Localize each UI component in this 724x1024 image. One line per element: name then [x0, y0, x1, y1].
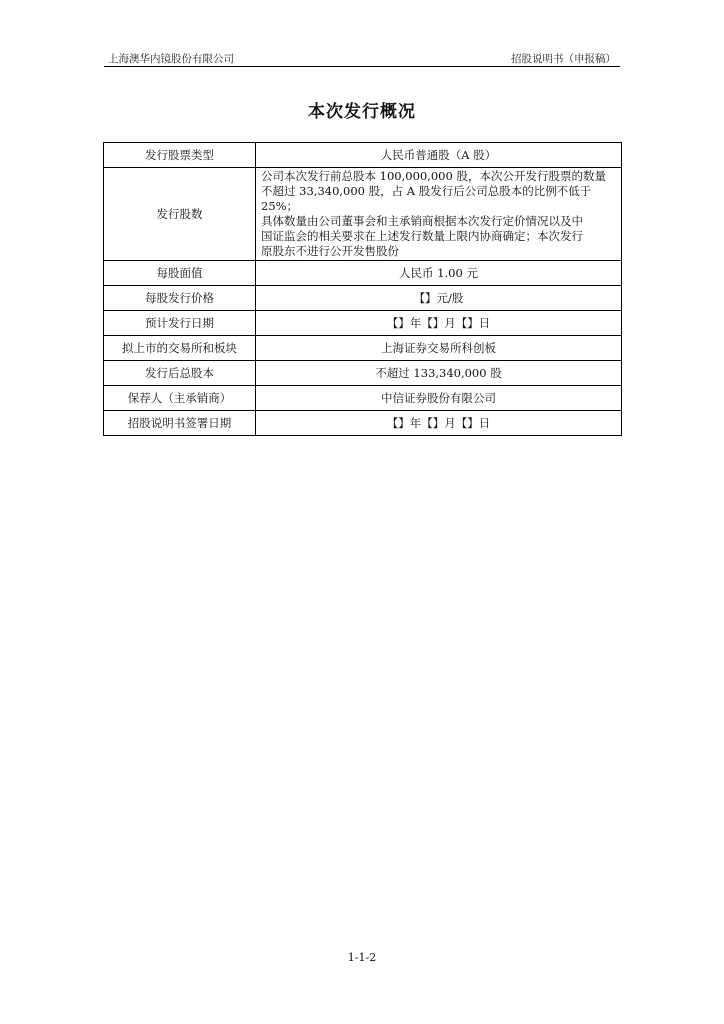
table-row-par-value	[104, 261, 622, 286]
row-label: 发行股票类型	[104, 143, 256, 168]
table-row-signing-date	[104, 411, 622, 436]
page-title: 本次发行概况	[308, 102, 416, 122]
row-value: 【】元/股	[256, 286, 622, 311]
row-value: 【】年【】月【】日	[256, 311, 622, 336]
value-line: 国证监会的相关要求在上述发行数量上限内协商确定；本次发行	[261, 229, 583, 243]
row-label: 每股面值	[104, 261, 256, 286]
row-value: 中信证券股份有限公司	[256, 386, 622, 411]
header-document-type: 招股说明书（申报稿）	[511, 53, 616, 65]
page-number: 1-1-2	[347, 951, 377, 964]
table-row-stock-type	[104, 143, 622, 168]
table-row-share-count	[104, 168, 622, 261]
value-line: 原股东不进行公开发售股份	[261, 244, 399, 258]
table-row-issue-date	[104, 311, 622, 336]
row-value	[256, 168, 622, 261]
row-label: 保荐人（主承销商）	[104, 386, 256, 411]
header-divider	[104, 66, 620, 67]
row-value: 【】年【】月【】日	[256, 411, 622, 436]
row-label: 每股发行价格	[104, 286, 256, 311]
row-label: 预计发行日期	[104, 311, 256, 336]
table-row-issue-price	[104, 286, 622, 311]
table-row-sponsor	[104, 386, 622, 411]
offering-overview-table	[103, 142, 622, 436]
value-line: 公司本次发行前总股本 100,000,000 股，本次公开发行股票的数量	[261, 169, 606, 183]
row-value: 人民币 1.00 元	[256, 261, 622, 286]
value-line: 25%；	[261, 199, 299, 213]
row-label: 招股说明书签署日期	[104, 411, 256, 436]
table-row-exchange-board	[104, 336, 622, 361]
row-value: 人民币普通股（A 股）	[256, 143, 622, 168]
row-value: 上海证券交易所科创板	[256, 336, 622, 361]
row-value: 不超过 133,340,000 股	[256, 361, 622, 386]
row-label: 发行股数	[104, 168, 256, 261]
value-line: 具体数量由公司董事会和主承销商根据本次发行定价情况以及中	[261, 214, 583, 228]
table-row-total-shares	[104, 361, 622, 386]
header-company-name: 上海澳华内镜股份有限公司	[108, 53, 234, 65]
row-label: 发行后总股本	[104, 361, 256, 386]
value-line: 不超过 33,340,000 股，占 A 股发行后公司总股本的比例不低于	[261, 184, 592, 198]
row-label: 拟上市的交易所和板块	[104, 336, 256, 361]
